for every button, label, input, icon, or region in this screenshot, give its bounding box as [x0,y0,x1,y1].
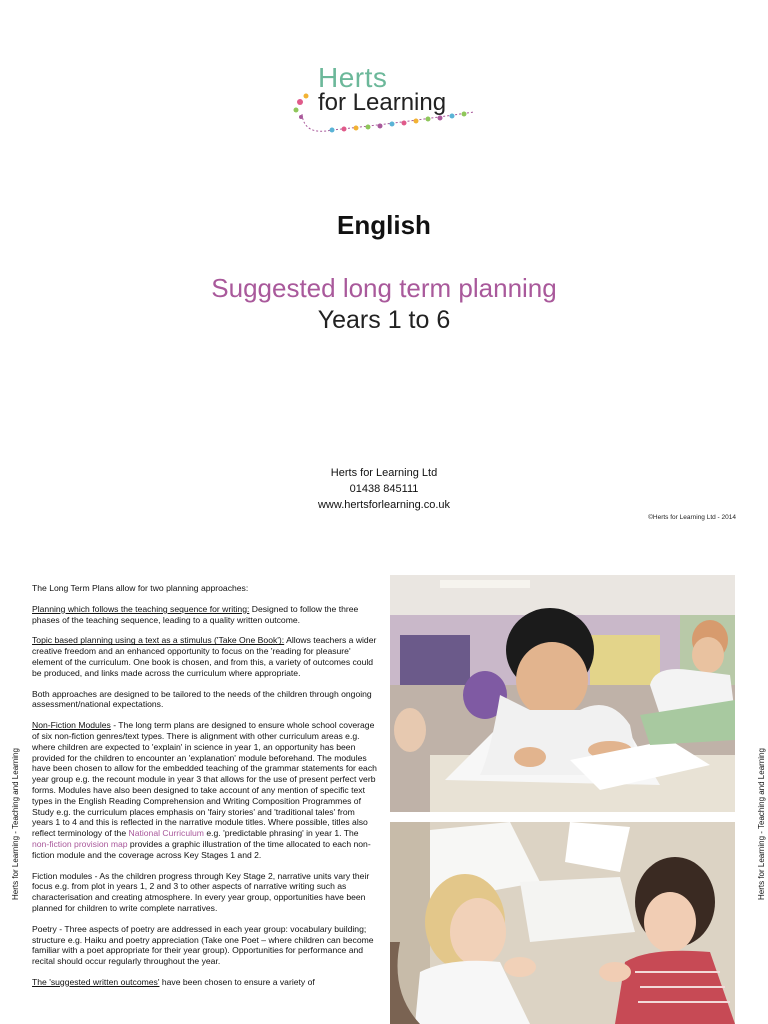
subject-heading: English [337,210,431,240]
years-subtitle: Years 1 to 6 [317,306,451,334]
intro-paragraph: The Long Term Plans allow for two planning approaches: [32,583,249,593]
herts-for-learning-logo [292,62,482,142]
logo-line-2: for Learning [318,89,447,116]
approach-2-heading: Topic based planning using a text as a stimulus ('Take One Book'): [32,635,285,646]
outcomes-paragraph [32,977,377,988]
provision-map-link[interactable]: non-fiction provision map [32,838,128,849]
classroom-photo-girls-writing [390,822,735,1024]
page-title: Suggested long term planning [211,273,557,303]
approach-2-paragraph [32,635,377,678]
logo-line-1: Herts [318,62,388,93]
tailored-paragraph: Both approaches are designed to be tailored to the needs of the children through ongoing assessment/national expectations. [32,688,372,710]
body-text [32,583,377,998]
side-label-right: Herts for Learning - Teaching and Learning [757,748,766,900]
national-curriculum-link[interactable]: National Curriculum [128,828,204,839]
contact-block [0,465,768,513]
website-link[interactable]: www.hertsforlearning.co.uk [317,499,451,511]
approach-1-heading: Planning which follows the teaching sequence for writing: [32,603,250,614]
fiction-paragraph: Fiction modules - As the children progress through Key Stage 2, narrative units vary their focus e.g. from plot in years 1, 2 and 3 to other aspects of narrative writing such as characterisation and creating atmosphere. In every year group, opportunities have been planned for children to write complete narratives. [32,870,370,913]
nonfiction-paragraph [32,720,377,860]
nonfiction-text-a: - The long term plans are designed to ensure whole school coverage of six non-fiction genres/text types. There is alignment with other curriculum areas e.g. where children are expected to 'explain' in science in year 1, an opportunity has been provided for the children to encounter an 'explanation' module beforehand. The modules have been chosen to allow for the embedded teaching of the grammar statements for each year group e.g. the recount module in year 3 that allows for the use of present perfect verb forms. Modules have also been designed to take account of any mention of specific text types in the English Reading Comprehension and Writing Composition Programmes of Study e.g. the curriculum places emphasis on 'fairy stories' and 'traditional tales' from years 1 to 4 and this is reflected in the narrative module titles. Where possible, titles also reflect terminology of the [32,720,377,839]
approach-2-text: Allows teachers a wider creative freedom and an enhanced opportunity to focus on the 'reading for pleasure' element of the curriculum. One book is chosen, and from this, a variety of outcomes could be produced, and links made across the curriculum where appropriate. [32,635,377,678]
approach-1-text: Designed to follow the three phases of the teaching sequence, leading to a quality written outcome. [32,603,359,625]
phone-number: 01438 845111 [349,483,419,495]
poetry-paragraph: Poetry - Three aspects of poetry are addressed in each year group: vocabulary building; structure e.g. Haiku and poetry appreciation (Take one Poet – where children can become familiar with a poet appropriate for their year group). Opportunities for performance and recital should occur regularly throughout the year. [32,923,374,967]
outcomes-text: have been chosen to ensure a variety of [159,976,315,987]
nonfiction-heading: Non-Fiction Modules [32,720,111,731]
logo-swirl-icon [292,84,482,140]
side-label-left: Herts for Learning - Teaching and Learning [11,748,20,900]
outcomes-heading: The 'suggested written outcomes' [32,976,160,987]
nonfiction-text-b: e.g. 'predictable phrasing' in year 1. The [203,828,359,839]
classroom-photo-boy-writing [390,575,735,812]
company-name: Herts for Learning Ltd [330,467,438,479]
copyright-notice: ©Herts for Learning Ltd - 2014 [648,514,736,521]
nonfiction-text-c: provides a graphic illustration of the time allocated to each non-fiction module and the coverage across Key Stages 1 and 2. [32,838,371,860]
approach-1-paragraph [32,604,377,626]
